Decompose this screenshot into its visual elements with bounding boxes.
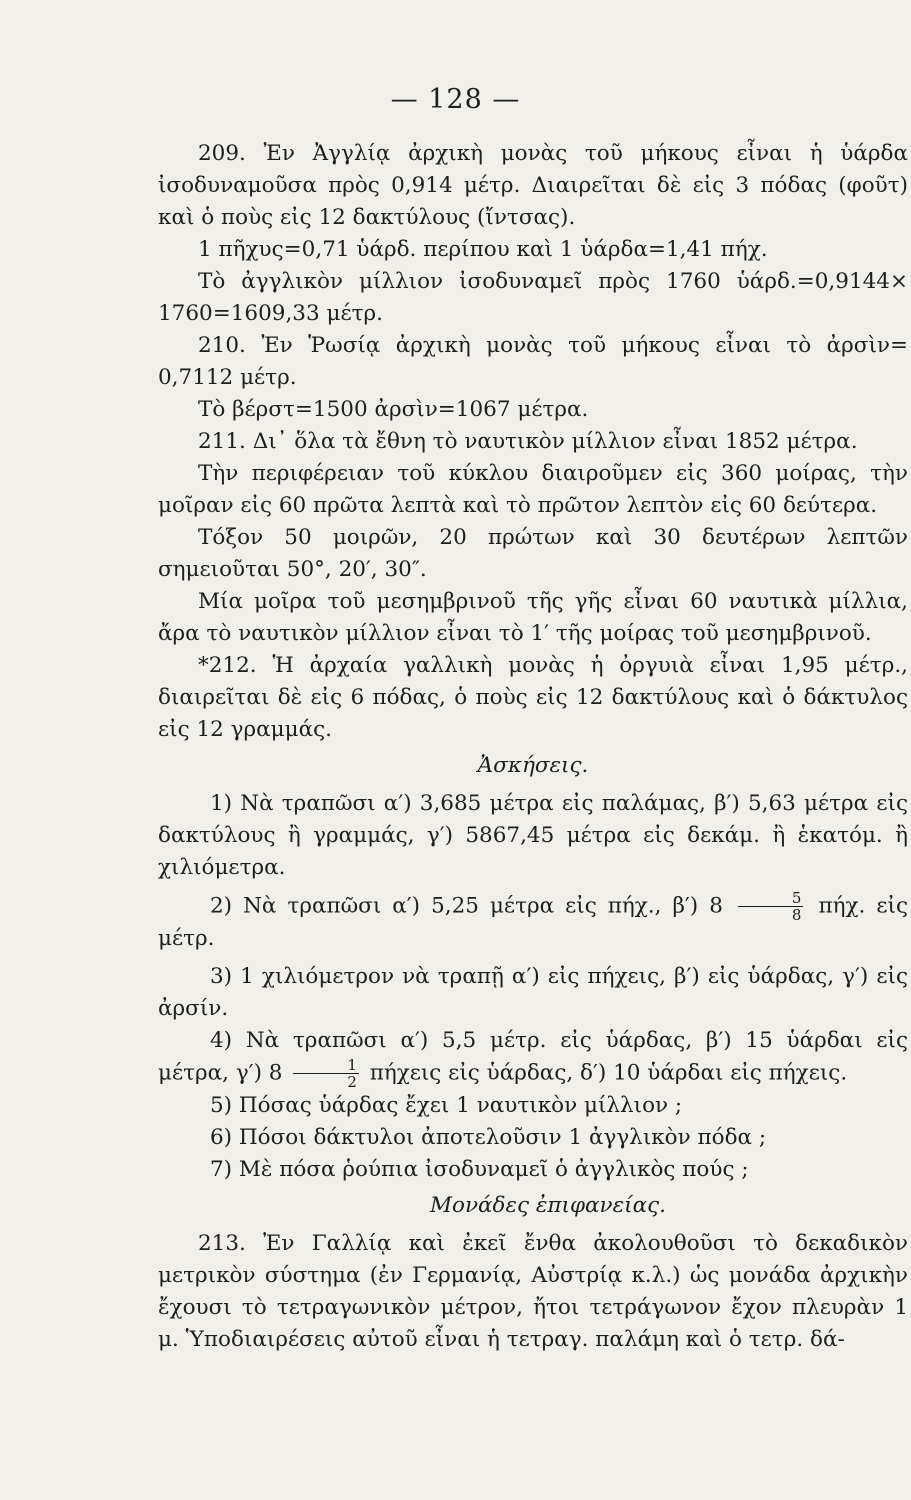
heading-surface-units: Μονάδες ἐπιφανείας. [429, 1193, 666, 1218]
exercise-2-text: 2) Νὰ τραπῶσι α′) 5,25 μέτρα εἰς πήχ., β′) 8 [210, 893, 723, 919]
exercise-2-text-end: πήχ. εἰς μέτρ. [158, 893, 909, 951]
exercise-5: 5) Πόσας ὑάρδας ἔχει 1 ναυτικὸν μίλλιον ; [210, 1093, 683, 1118]
fraction-denominator: 8 [791, 906, 802, 924]
exercise-6: 6) Πόσοι δάκτυλοι ἀποτελοῦσιν 1 ἀγγλικὸν πόδα ; [210, 1125, 767, 1150]
paragraph-211-arc: Τόξον 50 μοιρῶν, 20 πρώτων καὶ 30 δευτέρων λεπτῶν σημειοῦται 50°, 20′, 30″. [158, 525, 908, 582]
paragraph-209-cubit: 1 πῆχυς=0,71 ὑάρδ. περίπου καὶ 1 ὑάρδα=1,41 πήχ. [198, 237, 768, 262]
heading-exercises: Ἀσκήσεις. [477, 753, 589, 778]
exercise-3: 3) 1 χιλιόμετρον νὰ τραπῇ α′) εἰς πήχεις, β′) εἰς ὑάρδας, γ′) εἰς ἀρσίν. [158, 964, 908, 1021]
paragraph-209: 209. Ἐν Ἀγγλίᾳ ἀρχικὴ μονὰς τοῦ μήκους εἶναι ἡ ὑάρδα ἰσοδυναμοῦσα πρὸς 0,914 μέτρ. Διαιρεῖται δὲ εἰς 3 πόδας (φοῦτ) καὶ ὁ ποὺς εἰς 12 δακτύλους (ἴντσας). [158, 141, 908, 230]
paragraph-211-meridian: Μία μοῖρα τοῦ μεσημβρινοῦ τῆς γῆς εἶναι 60 ναυτικὰ μίλλια, ἄρα τὸ ναυτικὸν μίλλιον εἶναι τὸ 1′ τῆς μοίρας τοῦ μεσημβρινοῦ. [158, 589, 908, 646]
exercise-4-text-end: πήχεις εἰς ὑάρδας, δ′) 10 ὑάρδαι εἰς πήχεις. [369, 1060, 848, 1086]
fraction-denominator: 2 [347, 1073, 357, 1091]
exercise-4 [158, 1025, 908, 1090]
exercise-2 [158, 890, 908, 955]
page-body [158, 138, 908, 1356]
fraction-five-eighths [738, 890, 804, 923]
paragraph-210: 210. Ἐν Ῥωσίᾳ ἀρχικὴ μονὰς τοῦ μήκους εἶναι τὸ ἀρσὶν= 0,7112 μέτρ. [158, 333, 908, 390]
paragraph-209-mile: Τὸ ἀγγλικὸν μίλλιον ἰσοδυναμεῖ πρὸς 1760 ὑάρδ.=0,9144× 1760=1609,33 μέτρ. [158, 269, 908, 326]
exercise-7: 7) Μὲ πόσα ῥούπια ἰσοδυναμεῖ ὁ ἀγγλικὸς πούς ; [210, 1157, 749, 1182]
fraction-numerator: 5 [738, 890, 804, 907]
exercise-1: 1) Νὰ τραπῶσι α′) 3,685 μέτρα εἰς παλάμας, β′) 5,63 μέτρα εἰς δακτύλους ἢ γραμμάς, γ′) 5867,45 μέτρα εἰς δεκάμ. ἢ ἑκατόμ. ἢ χιλιόμετρα. [158, 791, 908, 880]
paragraph-212: *212. Ἡ ἀρχαία γαλλικὴ μονὰς ἡ ὀργυιὰ εἶναι 1,95 μέτρ., διαιρεῖται δὲ εἰς 6 πόδας, ὁ ποὺς εἰς 12 δακτύλους καὶ ὁ δάκτυλος εἰς 12 γραμμάς. [158, 653, 908, 742]
fraction-numerator: 1 [293, 1057, 359, 1074]
paragraph-213: 213. Ἐν Γαλλίᾳ καὶ ἐκεῖ ἔνθα ἀκολουθοῦσι τὸ δεκαδικὸν μετρικὸν σύστημα (ἐν Γερμανίᾳ, Αὐστρίᾳ κ.λ.) ὡς μονάδα ἀρχικὴν ἔχουσι τὸ τετραγωνικὸν μέτρον, ἤτοι τετράγωνον ἔχον πλευρὰν 1 μ. Ὑποδιαιρέσεις αὐτοῦ εἶναι ἡ τετραγ. παλάμη καὶ ὁ τετρ. δά- [158, 1231, 908, 1352]
paragraph-211-circle: Τὴν περιφέρειαν τοῦ κύκλου διαιροῦμεν εἰς 360 μοίρας, τὴν μοῖραν εἰς 60 πρῶτα λεπτὰ καὶ τὸ πρῶτον λεπτὸν εἰς 60 δεύτερα. [158, 461, 908, 518]
paragraph-211: 211. Δι᾽ ὅλα τὰ ἔθνη τὸ ναυτικὸν μίλλιον εἶναι 1852 μέτρα. [198, 429, 858, 454]
exercise-4-text: 4) Νὰ τραπῶσι α′) 5,5 μέτρ. εἰς ὑάρδας, β′) 15 ὑάρδαι εἰς μέτρα, γ′) 8 [158, 1028, 908, 1086]
paragraph-210-verst: Τὸ βέρστ=1500 ἀρσὶν=1067 μέτρα. [198, 397, 589, 422]
fraction-one-half [293, 1057, 359, 1090]
page-number: — 128 — [390, 84, 521, 115]
